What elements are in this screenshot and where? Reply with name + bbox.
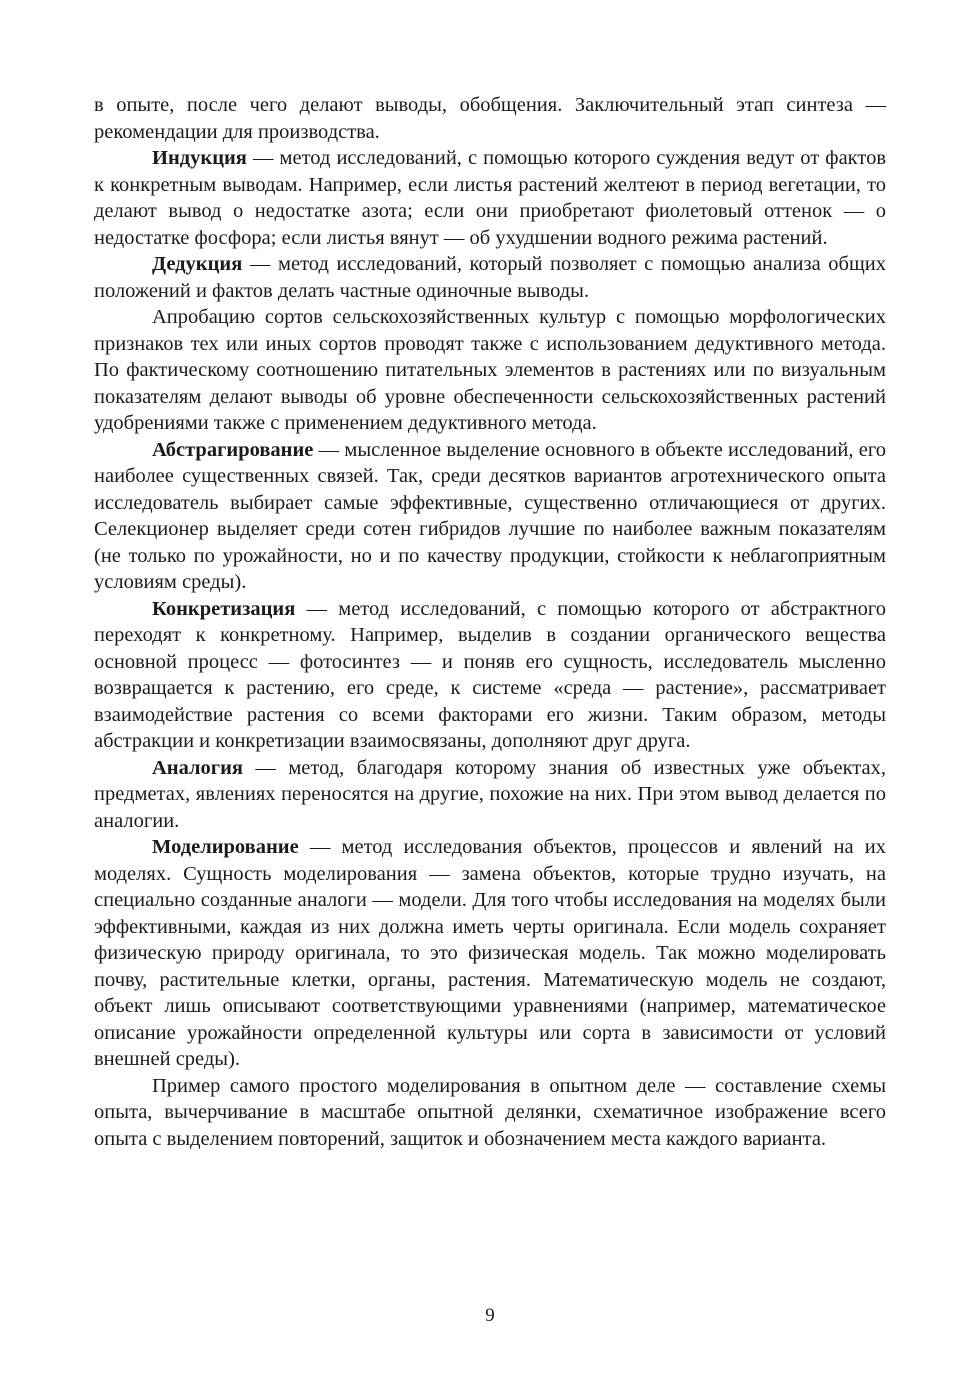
page-number: 9 bbox=[485, 1305, 495, 1326]
document-page bbox=[94, 92, 886, 1152]
term-concretization: Конкретизация bbox=[152, 597, 296, 620]
paragraph-text: Пример самого простого моделирования в опытном деле — составление схемы опыта, вычерчивание в масштабе опытной делянки, схематичное изображение всего опыта с выделением повторений, защиток и обозначением места каждого варианта. bbox=[94, 1074, 886, 1150]
paragraph-concretization bbox=[94, 596, 886, 755]
paragraph-text: — мысленное выделение основного в объекте исследований, его наиболее существенных связей. Так, среди десятков вариантов агротехнического опыта исследователь выбирает самые эффективные, существенно отличающиеся от других. Селекционер выделяет среди сотен гибридов лучшие по наиболее важным показателям (не только по урожайности, но и по качеству продукции, стойкости к неблагоприятным условиям среды). bbox=[94, 438, 886, 593]
term-abstraction: Абстрагирование bbox=[152, 438, 314, 461]
paragraph-text: — метод исследований, с помощью которого от абстрактного переходят к конкретному. Например, выделив в создании органического вещества основной процесс — фотосинтез — и поняв его сущность, исследователь мысленно возвращается к растению, его среде, к системе «среда — растение», рассматривает взаимодействие растения со всеми факторами его жизни. Таким образом, методы абстракции и конкретизации взаимосвязаны, дополняют друг друга. bbox=[94, 597, 886, 752]
paragraph-text: Апробацию сортов сельскохозяйственных культур с помощью морфологических признаков тех или иных сортов проводят также с использованием дедуктивного метода. По фактическому соотношению питательных элементов в растениях или по визуальным показателям делают выводы об уровне обеспеченности сельскохозяйственных растений удобрениями также с применением дедуктивного метода. bbox=[94, 306, 886, 434]
term-modeling: Моделирование bbox=[152, 836, 299, 858]
paragraph-text: — метод исследований, с помощью которого суждения ведут от фактов к конкретным выводам. Например, если листья растений желтеют в период вегетации, то делают вывод о недостатке азота; если они приобретают фиолетовый оттенок — о недостатке фосфора; если листья вянут — об ухудшении водного режима растений. bbox=[94, 147, 886, 249]
term-induction: Индукция bbox=[152, 147, 247, 169]
paragraph-text: — метод, благодаря которому знания об известных уже объектах, предметах, явлениях переносятся на другие, похожие на них. При этом вывод делается по аналогии. bbox=[94, 756, 886, 832]
paragraph-text: — метод исследования объектов, процессов и явлений на их моделях. Сущность моделирования — замена объектов, которые трудно изучать, на специально созданные аналоги — модели. Для того чтобы исследования на моделях были эффективными, каждая из них должна иметь черты оригинала. Если модель сохраняет физическую природу оригинала, то это физическая модель. Так можно моделировать почву, растительные клетки, органы, растения. Математическую модель не создают, объект лишь описывают соответствующими уравнениями (например, математическое описание урожайности определенной культуры или сорта в зависимости от условий внешней среды). bbox=[94, 836, 886, 1070]
paragraph-modeling bbox=[94, 834, 886, 1073]
paragraph-induction bbox=[94, 145, 886, 251]
paragraph-deduction bbox=[94, 251, 886, 304]
paragraph-synthesis-end bbox=[94, 92, 886, 145]
paragraph-text: — метод исследований, который позволяет с помощью анализа общих положений и фактов делать частные одиночные выводы. bbox=[94, 253, 886, 302]
term-deduction: Дедукция bbox=[152, 253, 243, 275]
paragraph-text: в опыте, после чего делают выводы, обобщения. Заключительный этап синтеза — рекомендации для производства. bbox=[94, 94, 886, 143]
term-analogy: Аналогия bbox=[152, 756, 244, 779]
paragraph-analogy bbox=[94, 755, 886, 835]
paragraph-abstraction bbox=[94, 437, 886, 596]
paragraph-approbation bbox=[94, 304, 886, 437]
paragraph-modeling-example bbox=[94, 1073, 886, 1153]
